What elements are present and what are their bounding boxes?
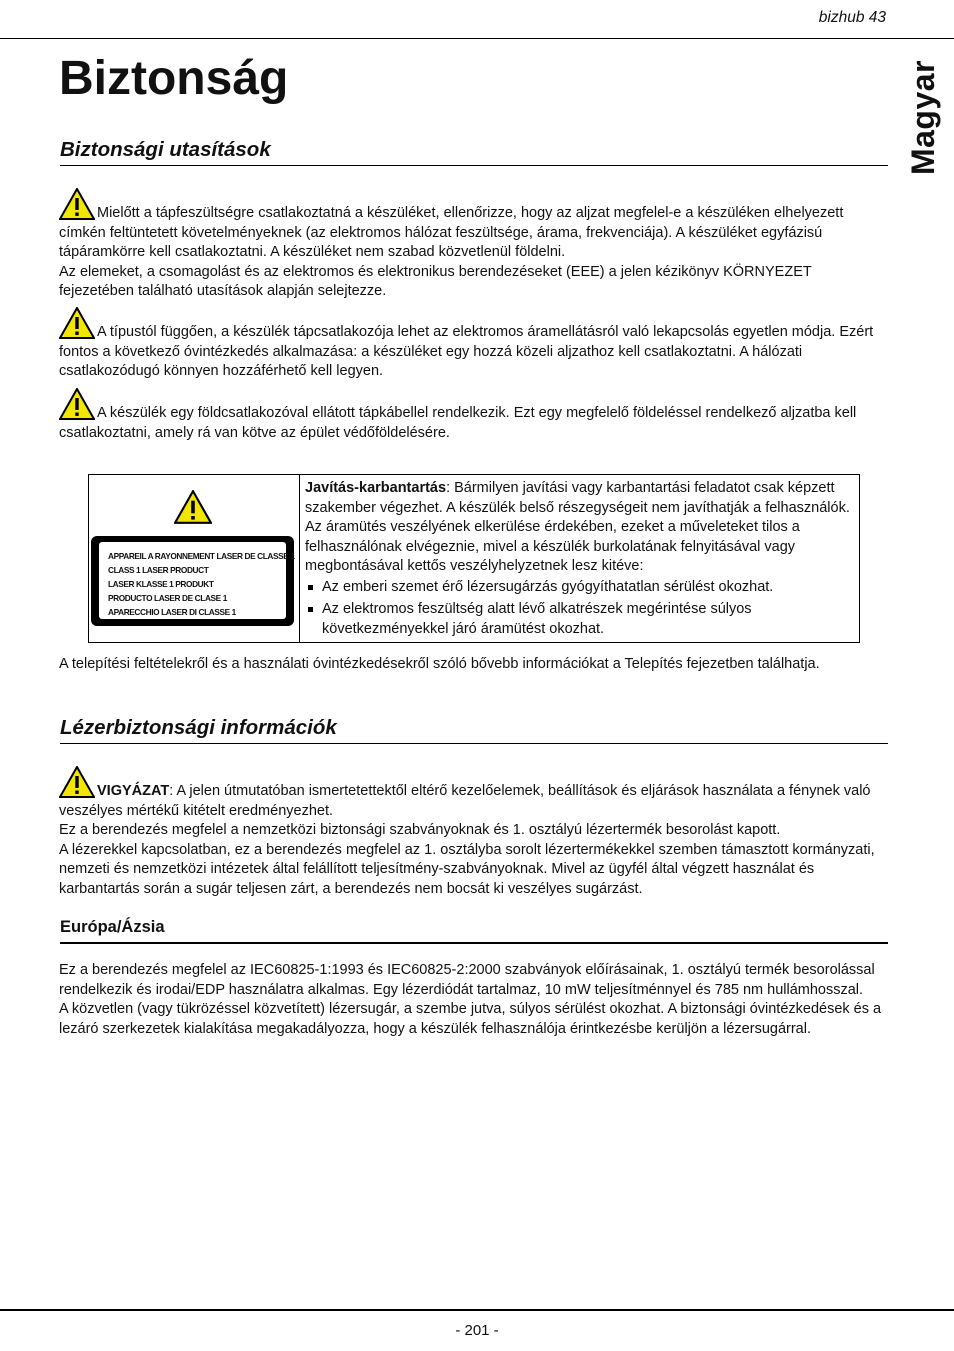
page-number: - 201 -	[455, 1322, 499, 1339]
laser-label-line: PRODUCTO LASER DE CLASE 1	[108, 593, 227, 603]
europe-asia-paragraph	[59, 961, 888, 1039]
list-item: Az elektromos feszültség alatt lévő alkatrészek megérintése súlyos következményekkel járó áramütést okozhat.	[305, 600, 853, 639]
installation-reference: A telepítési feltételekről és a használati óvintézkedésekről szóló bővebb információkat a Telepítés fejezetben találhatja.	[59, 656, 820, 672]
section-title-laser-safety: Lézerbiztonsági információk	[60, 716, 337, 739]
safety-text-2: A típustól függően, a készülék tápcsatlakozója lehet az elektromos áramellátásról való lekapcsolás egyetlen módja. Ezért fontos a következő óvintézkedés alkalmazása: a készüléket egy hozzá közeli aljzathoz kell csatlakoztatni. A hálózati csatlakozódugó könnyen hozzáférhető kell legyen.	[59, 324, 874, 379]
safety-paragraph-1	[59, 188, 888, 302]
subsection-rule	[60, 942, 888, 944]
laser-label-cell	[89, 475, 300, 643]
maintenance-text-cell	[300, 475, 860, 643]
laser-text-2: Ez a berendezés megfelel a nemzetközi biztonsági szabványoknak és 1. osztályú lézertermék besorolást kapott.	[59, 822, 781, 838]
caution-text: : A jelen útmutatóban ismertetettektől eltérő kezelőelemek, beállítások és eljárások használata a fénynek való veszélyes mértékű kitételt eredményezhet.	[59, 783, 871, 819]
warning-triangle-icon	[59, 307, 95, 339]
warning-triangle-icon	[174, 490, 212, 524]
warning-triangle-icon	[59, 766, 95, 798]
header-product-name: bizhub 43	[818, 9, 886, 26]
europe-asia-text-1: Ez a berendezés megfelel az IEC60825-1:1993 és IEC60825-2:2000 szabványok előírásainak, 1. osztályú termék besorolással rendelkezik és irodai/EDP használatra alkalmas. Egy lézerdiódát tartalmaz, 10 mW teljesítménnyel és 785 nm hullámhosszal.	[59, 962, 875, 998]
maintenance-text	[305, 479, 853, 577]
maintenance-table	[88, 474, 860, 643]
page-title: Biztonság	[59, 52, 289, 105]
laser-label-line: APPAREIL A RAYONNEMENT LASER DE CLASSE 1	[108, 551, 295, 561]
safety-text-3: A készülék egy földcsatlakozóval ellátott tápkábellel rendelkezik. Ezt egy megfelelő földeléssel rendelkező aljzatba kell csatlakoztatni, amely rá van kötve az épület védőföldelésére.	[59, 405, 857, 441]
safety-text-1: Mielőtt a tápfeszültségre csatlakoztatná a készüléket, ellenőrizze, hogy az aljzat megfelel-e a készüléken elhelyezett címkén feltüntetett követelményeknek (az elektromos hálózat feszültsége, árama, frekvenciája). A készüléket egyfázisú tápáramkörre kell csatlakoztatni. A készüléket nem szabad közvetlenül földelni.	[59, 205, 844, 260]
maintenance-lead: Javítás-karbantartás	[305, 480, 447, 496]
section-rule	[60, 743, 888, 744]
warning-triangle-icon	[59, 188, 95, 220]
laser-paragraph	[59, 766, 888, 899]
laser-label-text	[99, 542, 295, 619]
laser-label-line: LASER KLASSE 1 PRODUKT	[108, 579, 214, 589]
safety-paragraph-2	[59, 307, 888, 382]
warning-triangle-icon	[59, 388, 95, 420]
laser-label-line: CLASS 1 LASER PRODUCT	[108, 565, 209, 575]
safety-paragraph-3	[59, 388, 888, 443]
safety-text-1b: Az elemeket, a csomagolást és az elektromos és elektronikus berendezéseket (EEE) a jelen kézikönyv KÖRNYEZET fejezetében található utasítások alapján selejtezze.	[59, 263, 812, 299]
list-item: Az emberi szemet érő lézersugárzás gyógyíthatatlan sérülést okozhat.	[305, 578, 853, 598]
subsection-title-europe-asia: Európa/Ázsia	[60, 918, 165, 936]
caution-lead: VIGYÁZAT	[97, 783, 170, 799]
europe-asia-text-2: A közvetlen (vagy tükrözéssel közvetített) lézersugár, a szembe jutva, súlyos sérülést okozhat. A biztonsági óvintézkedések és a lezáró szerkezetek kialakítása megakadályozza, hogy a készülék felhasználója érintkezésbe kerüljön a lézersugárral.	[59, 1001, 882, 1037]
section-title-safety-instructions: Biztonsági utasítások	[60, 138, 271, 161]
header-rule	[0, 38, 954, 39]
hazard-list	[305, 578, 853, 640]
language-side-tab: Magyar	[905, 60, 941, 176]
footer-rule	[0, 1309, 954, 1311]
maintenance-body: : Bármilyen javítási vagy karbantartási feladatot csak képzett szakember végezhet. A készülék belső részegységeit nem javíthatják a felhasználók. Az áramütés veszélyének elkerülése érdekében, ezeket a műveleteket tilos a felhasználónak elvégeznie, mivel a készülék burkolatának felnyitásával vagy megbontásával kettős veszélyhelyzetnek lesz kitéve:	[305, 480, 850, 574]
laser-label-line: APARECCHIO LASER DI CLASSE 1	[108, 607, 236, 617]
laser-text-3: A lézerekkel kapcsolatban, ez a berendezés megfelel az 1. osztályba sorolt lézertermékekkel szemben támasztott kormányzati, nemzeti és nemzetközi intézetek által felállított teljesítmény-szabványoknak. Mivel az ügyfél által végzett használat és karbantartás során a sugár teljesen zárt, a berendezés nem bocsát ki veszélyes sugárzást.	[59, 841, 875, 897]
section-rule	[60, 165, 888, 166]
laser-class-label	[91, 536, 294, 626]
